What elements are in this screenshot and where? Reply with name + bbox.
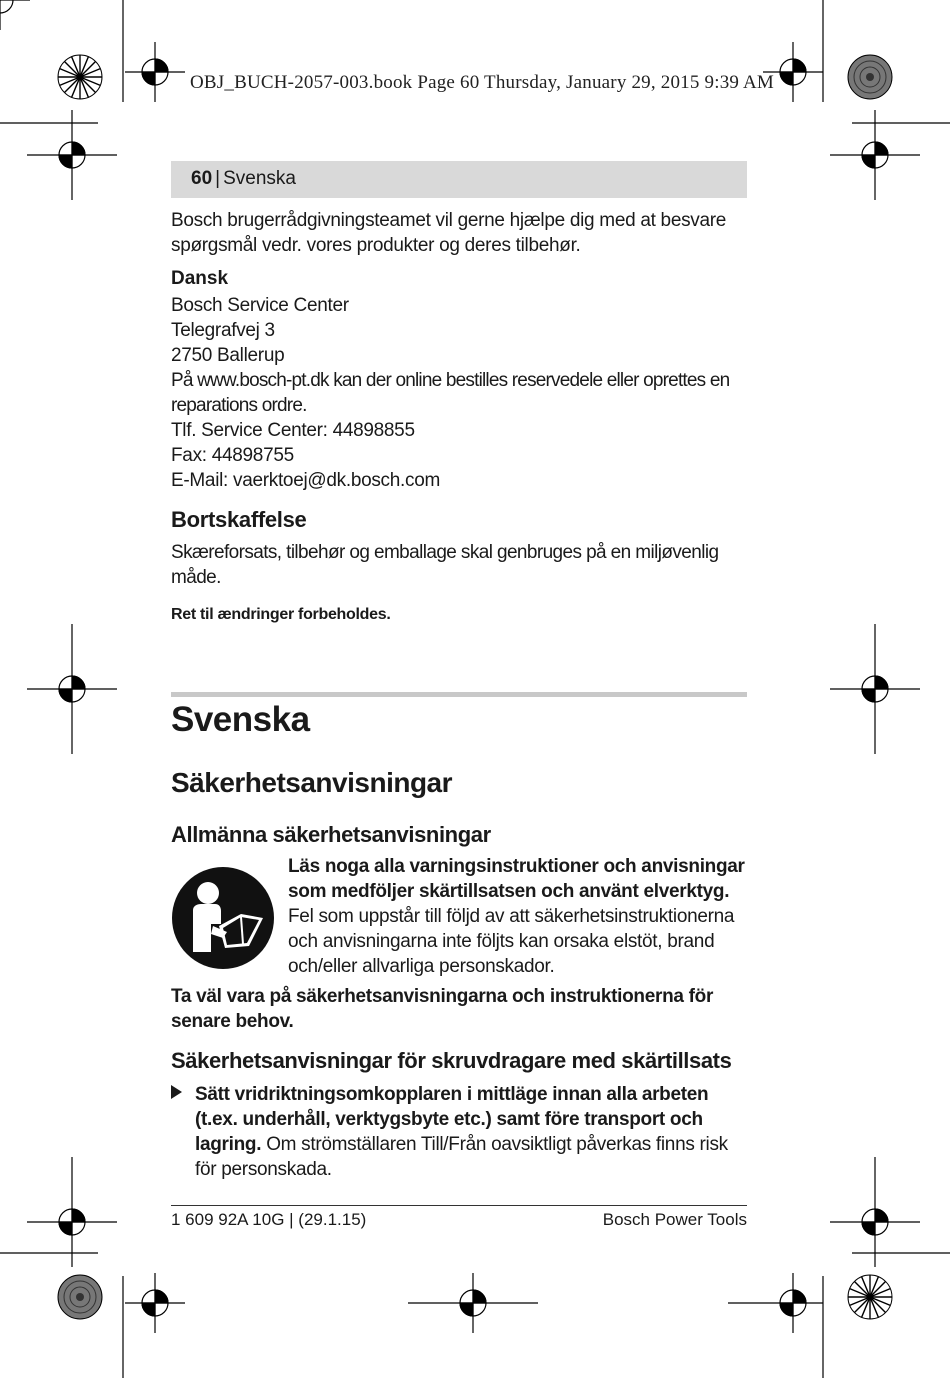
footer-rule (171, 1205, 747, 1206)
read-warning-bold: Läs noga alla varningsinstruktioner och anvisningar som medföljer skärtillsatsen och använt elverktyg. (288, 856, 745, 902)
service-street: Telegrafvej 3 (171, 320, 275, 341)
section-rule (171, 692, 747, 697)
bortskaffelse-heading: Bortskaffelse (171, 507, 307, 532)
service-fax: Fax: 44898755 (171, 445, 294, 466)
header-section: Svenska (223, 168, 296, 189)
specific-safety-heading: Säkerhetsanvisningar för skruvdragare med skärtillsats (171, 1048, 732, 1073)
dansk-heading: Dansk (171, 268, 229, 289)
dansk-block (171, 208, 747, 627)
bullet-text: Om strömställaren Till/Från oavsiktligt påverkas finns risk för personskada. (195, 1134, 728, 1180)
print-info: OBJ_BUCH-2057-003.book Page 60 Thursday, January 29, 2015 9:39 AM (190, 72, 775, 93)
footer-doc-number: 1 609 92A 10G | (29.1.15) (171, 1210, 367, 1229)
language-title: Svenska (171, 700, 310, 739)
page-number: 60 (191, 168, 213, 189)
header-separator: | (215, 168, 221, 189)
service-city: 2750 Ballerup (171, 345, 285, 366)
dansk-intro: Bosch brugerrådgivningsteamet vil gerne hjælpe dig med at besvare spørgsmål vedr. vores produkter og deres tilbehør. (171, 210, 727, 256)
triangle-bullet-icon (171, 1085, 182, 1099)
general-safety-heading: Allmänna säkerhetsanvisningar (171, 822, 491, 847)
service-email: E-Mail: vaerktoej@dk.bosch.com (171, 470, 440, 491)
page-header (171, 161, 747, 198)
safety-bullet (171, 1082, 747, 1182)
svenska-block (171, 822, 747, 1182)
keep-instructions: Ta väl vara på säkerhetsanvisningarna och instruktionerna för senare behov. (171, 986, 714, 1032)
service-center-name: Bosch Service Center (171, 295, 349, 316)
bortskaffelse-text: Skæreforsats, tilbehør og emballage skal genbruges på en miljøvenlig måde. (171, 542, 719, 588)
service-phone: Tlf. Service Center: 44898855 (171, 420, 415, 441)
read-warning-text: Fel som uppstår till följd av att säkerhetsinstruktionerna och anvisningarna inte följts kan orsaka elstöt, brand och/eller allvarliga personskador. (288, 906, 735, 977)
footer-brand: Bosch Power Tools (602, 1210, 747, 1229)
read-warning-paragraph (288, 854, 747, 979)
main-heading: Säkerhetsanvisningar (171, 767, 453, 798)
change-notice: Ret til ændringer forbeholdes. (171, 606, 391, 623)
bullet-bold: Sätt vridriktningsomkopplaren i mittläge innan alla arbeten (t.ex. underhåll, verktygsbyte etc.) samt före transport och lagring. (195, 1084, 709, 1155)
bullet-paragraph (195, 1082, 747, 1182)
read-manual-icon (171, 866, 275, 970)
service-online-note: På www.bosch-pt.dk kan der online bestilles reservedele eller oprettes en reparations ordre. (171, 370, 730, 416)
read-manual-warning (171, 854, 747, 979)
